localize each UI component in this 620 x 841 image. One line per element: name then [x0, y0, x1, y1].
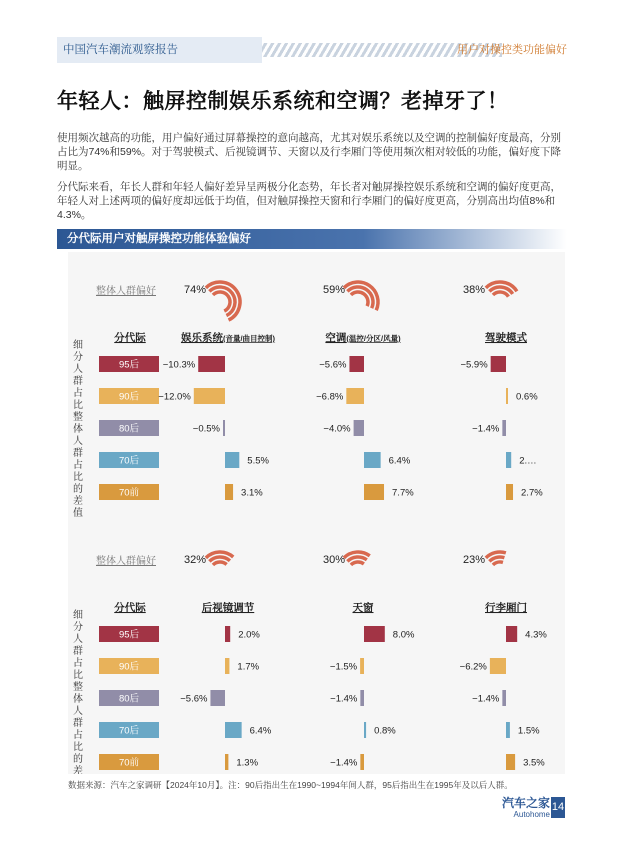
generation-label-1: 95后: [118, 629, 140, 641]
generation-label-2: 90后: [118, 391, 140, 403]
bar-1-3-5: [506, 484, 513, 500]
bar-1-1-3: [223, 420, 225, 436]
page-header: [57, 37, 567, 63]
bar-label-2-1-5: 1.3%: [236, 757, 259, 769]
bar-2-3-4: [506, 722, 510, 738]
bar-label-2-2-5: −1.4%: [330, 757, 358, 769]
generation-label-5: 70前: [118, 757, 140, 769]
bar-2-3-2: [490, 658, 506, 674]
bar-1-2-3: [354, 420, 364, 436]
paragraph-1: 使用频次越高的功能，用户偏好通过屏幕操控的意向越高，尤其对娱乐系统以及空调的控制偏好度最高，分别占比为74%和59%。对于驾驶模式、后视镜调节、天窗以及行李厢门等使用频次相对较低的功能，偏好度下降明显。: [57, 132, 562, 172]
feature-name-2: 空调(温控/分区/风量): [325, 332, 401, 344]
gauge-ring-3-3: [493, 292, 509, 297]
bar-2-1-5: [225, 754, 228, 770]
bar-label-2-2-2: −1.5%: [329, 661, 358, 673]
generation-label-4: 70后: [118, 455, 140, 467]
feature-name-3: 驾驶模式: [485, 332, 527, 344]
bar-label-1-3-1: −5.9%: [460, 359, 488, 371]
generation-header: 分代际: [114, 332, 146, 344]
bar-1-2-5: [364, 484, 384, 500]
logo-en: Autohome: [513, 810, 550, 819]
overall-value-1: 32%: [183, 554, 207, 566]
bar-label-2-1-4: 6.4%: [249, 725, 272, 737]
chart-panel: [68, 252, 565, 774]
side-label: 细分人群占比整体人群占比的差: [73, 610, 83, 774]
page-title: 年轻人：触屏控制娱乐系统和空调？老掉牙了！: [57, 90, 509, 113]
bar-2-2-2: [360, 658, 364, 674]
bar-label-2-1-3: −5.6%: [180, 693, 208, 705]
bar-2-2-3: [360, 690, 364, 706]
bar-2-1-1: [225, 626, 230, 642]
bar-label-1-1-1: −10.3%: [162, 359, 196, 371]
gauge-ring-2-3: [351, 562, 364, 565]
section-title-bar: 分代际用户对触屏操控功能体验偏好: [57, 229, 567, 249]
generation-label-4: 70后: [118, 725, 140, 737]
bar-1-1-4: [225, 452, 239, 468]
bar-label-2-2-1: 8.0%: [392, 629, 415, 641]
bar-2-2-4: [364, 722, 366, 738]
bar-1-3-3: [502, 420, 506, 436]
bar-label-2-3-5: 3.5%: [523, 757, 545, 769]
bar-2-3-5: [506, 754, 515, 770]
bar-1-1-5: [225, 484, 233, 500]
bar-label-1-3-4: 2.…: [519, 455, 537, 467]
overall-label: 整体人群偏好: [96, 286, 156, 297]
page-number: 14: [551, 797, 565, 818]
side-label: 细分人群占比整体人群占比的差值: [73, 340, 83, 519]
bar-label-1-1-2: −12.0%: [158, 391, 191, 403]
bar-label-1-1-5: 3.1%: [241, 487, 263, 499]
bar-2-1-2: [225, 658, 229, 674]
bar-label-2-3-4: 1.5%: [517, 725, 540, 737]
bar-label-1-2-1: −5.6%: [319, 359, 347, 371]
report-name: 中国汽车潮流观察报告: [57, 37, 262, 63]
bar-label-1-2-5: 7.7%: [392, 487, 414, 499]
bar-label-1-1-3: −0.5%: [192, 423, 220, 435]
bar-label-2-1-1: 2.0%: [238, 629, 260, 641]
feature-name-1: 后视镜调节: [201, 602, 255, 614]
generation-label-2: 90后: [118, 661, 140, 673]
bar-1-2-2: [346, 388, 364, 404]
bar-label-1-1-4: 5.5%: [247, 455, 269, 467]
overall-value-1: 74%: [183, 284, 207, 296]
feature-name-2: 天窗: [352, 602, 374, 614]
bar-1-3-1: [491, 356, 506, 372]
paragraph-2: 分代际来看，年长人群和年轻人偏好差异呈两极分化态势，年长者对触屏操控娱乐系统和空调的偏好度更高，年轻人对上述两项的偏好度却远低于均值，但对触屏操控天窗和行李厢门的偏好度更高，分别高出均值8%和4.3%。: [57, 181, 561, 221]
bar-1-1-2: [194, 388, 225, 404]
bar-2-3-3: [502, 690, 506, 706]
bar-2-2-1: [364, 626, 385, 642]
bar-label-1-2-2: −6.8%: [316, 391, 344, 403]
section-name: 用户对操控类功能偏好: [457, 44, 567, 56]
overall-value-3: 38%: [462, 284, 486, 296]
gauge-ring-1-3: [213, 562, 227, 565]
bar-1-1-1: [198, 356, 225, 372]
bar-label-1-2-3: −4.0%: [323, 423, 351, 435]
bar-2-1-3: [210, 690, 225, 706]
generation-label-3: 80后: [118, 693, 140, 705]
bar-2-1-4: [225, 722, 242, 738]
generation-label-1: 95后: [118, 359, 140, 371]
bar-1-2-4: [364, 452, 381, 468]
bar-2-3-1: [506, 626, 517, 642]
bar-label-1-3-3: −1.4%: [472, 423, 500, 435]
bar-label-2-3-1: 4.3%: [525, 629, 547, 641]
overall-label: 整体人群偏好: [96, 556, 156, 567]
bar-label-2-3-3: −1.4%: [472, 693, 500, 705]
bar-label-2-3-2: −6.2%: [459, 661, 487, 673]
generation-label-5: 70前: [118, 487, 140, 499]
bar-label-2-2-4: 0.8%: [374, 725, 396, 737]
feature-name-3: 行李厢门: [485, 602, 527, 614]
bar-1-3-4: [506, 452, 511, 468]
gauge-ring-2-3: [351, 292, 368, 306]
chart-svg: [68, 252, 565, 774]
generation-label-3: 80后: [118, 423, 140, 435]
bar-label-2-1-2: 1.7%: [237, 661, 260, 673]
bar-2-2-5: [360, 754, 364, 770]
overall-value-3: 23%: [462, 554, 486, 566]
bar-label-1-3-2: 0.6%: [516, 391, 538, 403]
bar-label-1-3-5: 2.7%: [521, 487, 543, 499]
generation-header: 分代际: [114, 602, 146, 614]
bar-1-3-2: [506, 388, 508, 404]
feature-name-1: 娱乐系统(音量/曲目控制): [180, 332, 276, 344]
bar-1-2-1: [349, 356, 364, 372]
gauge-ring-1-3: [213, 292, 230, 311]
overall-value-2: 59%: [322, 284, 346, 296]
autohome-logo: [495, 796, 550, 820]
logo-cn: 汽车之家: [501, 796, 550, 810]
gauge-ring-3-3: [493, 562, 503, 565]
bar-label-1-2-4: 6.4%: [388, 455, 411, 467]
overall-value-2: 30%: [322, 554, 346, 566]
source-note: 数据来源：汽车之家调研【2024年10月】。注：90后指出生在1990~1994年间人群，95后指出生在1995年及以后人群。: [68, 780, 513, 790]
bar-label-2-2-3: −1.4%: [330, 693, 358, 705]
